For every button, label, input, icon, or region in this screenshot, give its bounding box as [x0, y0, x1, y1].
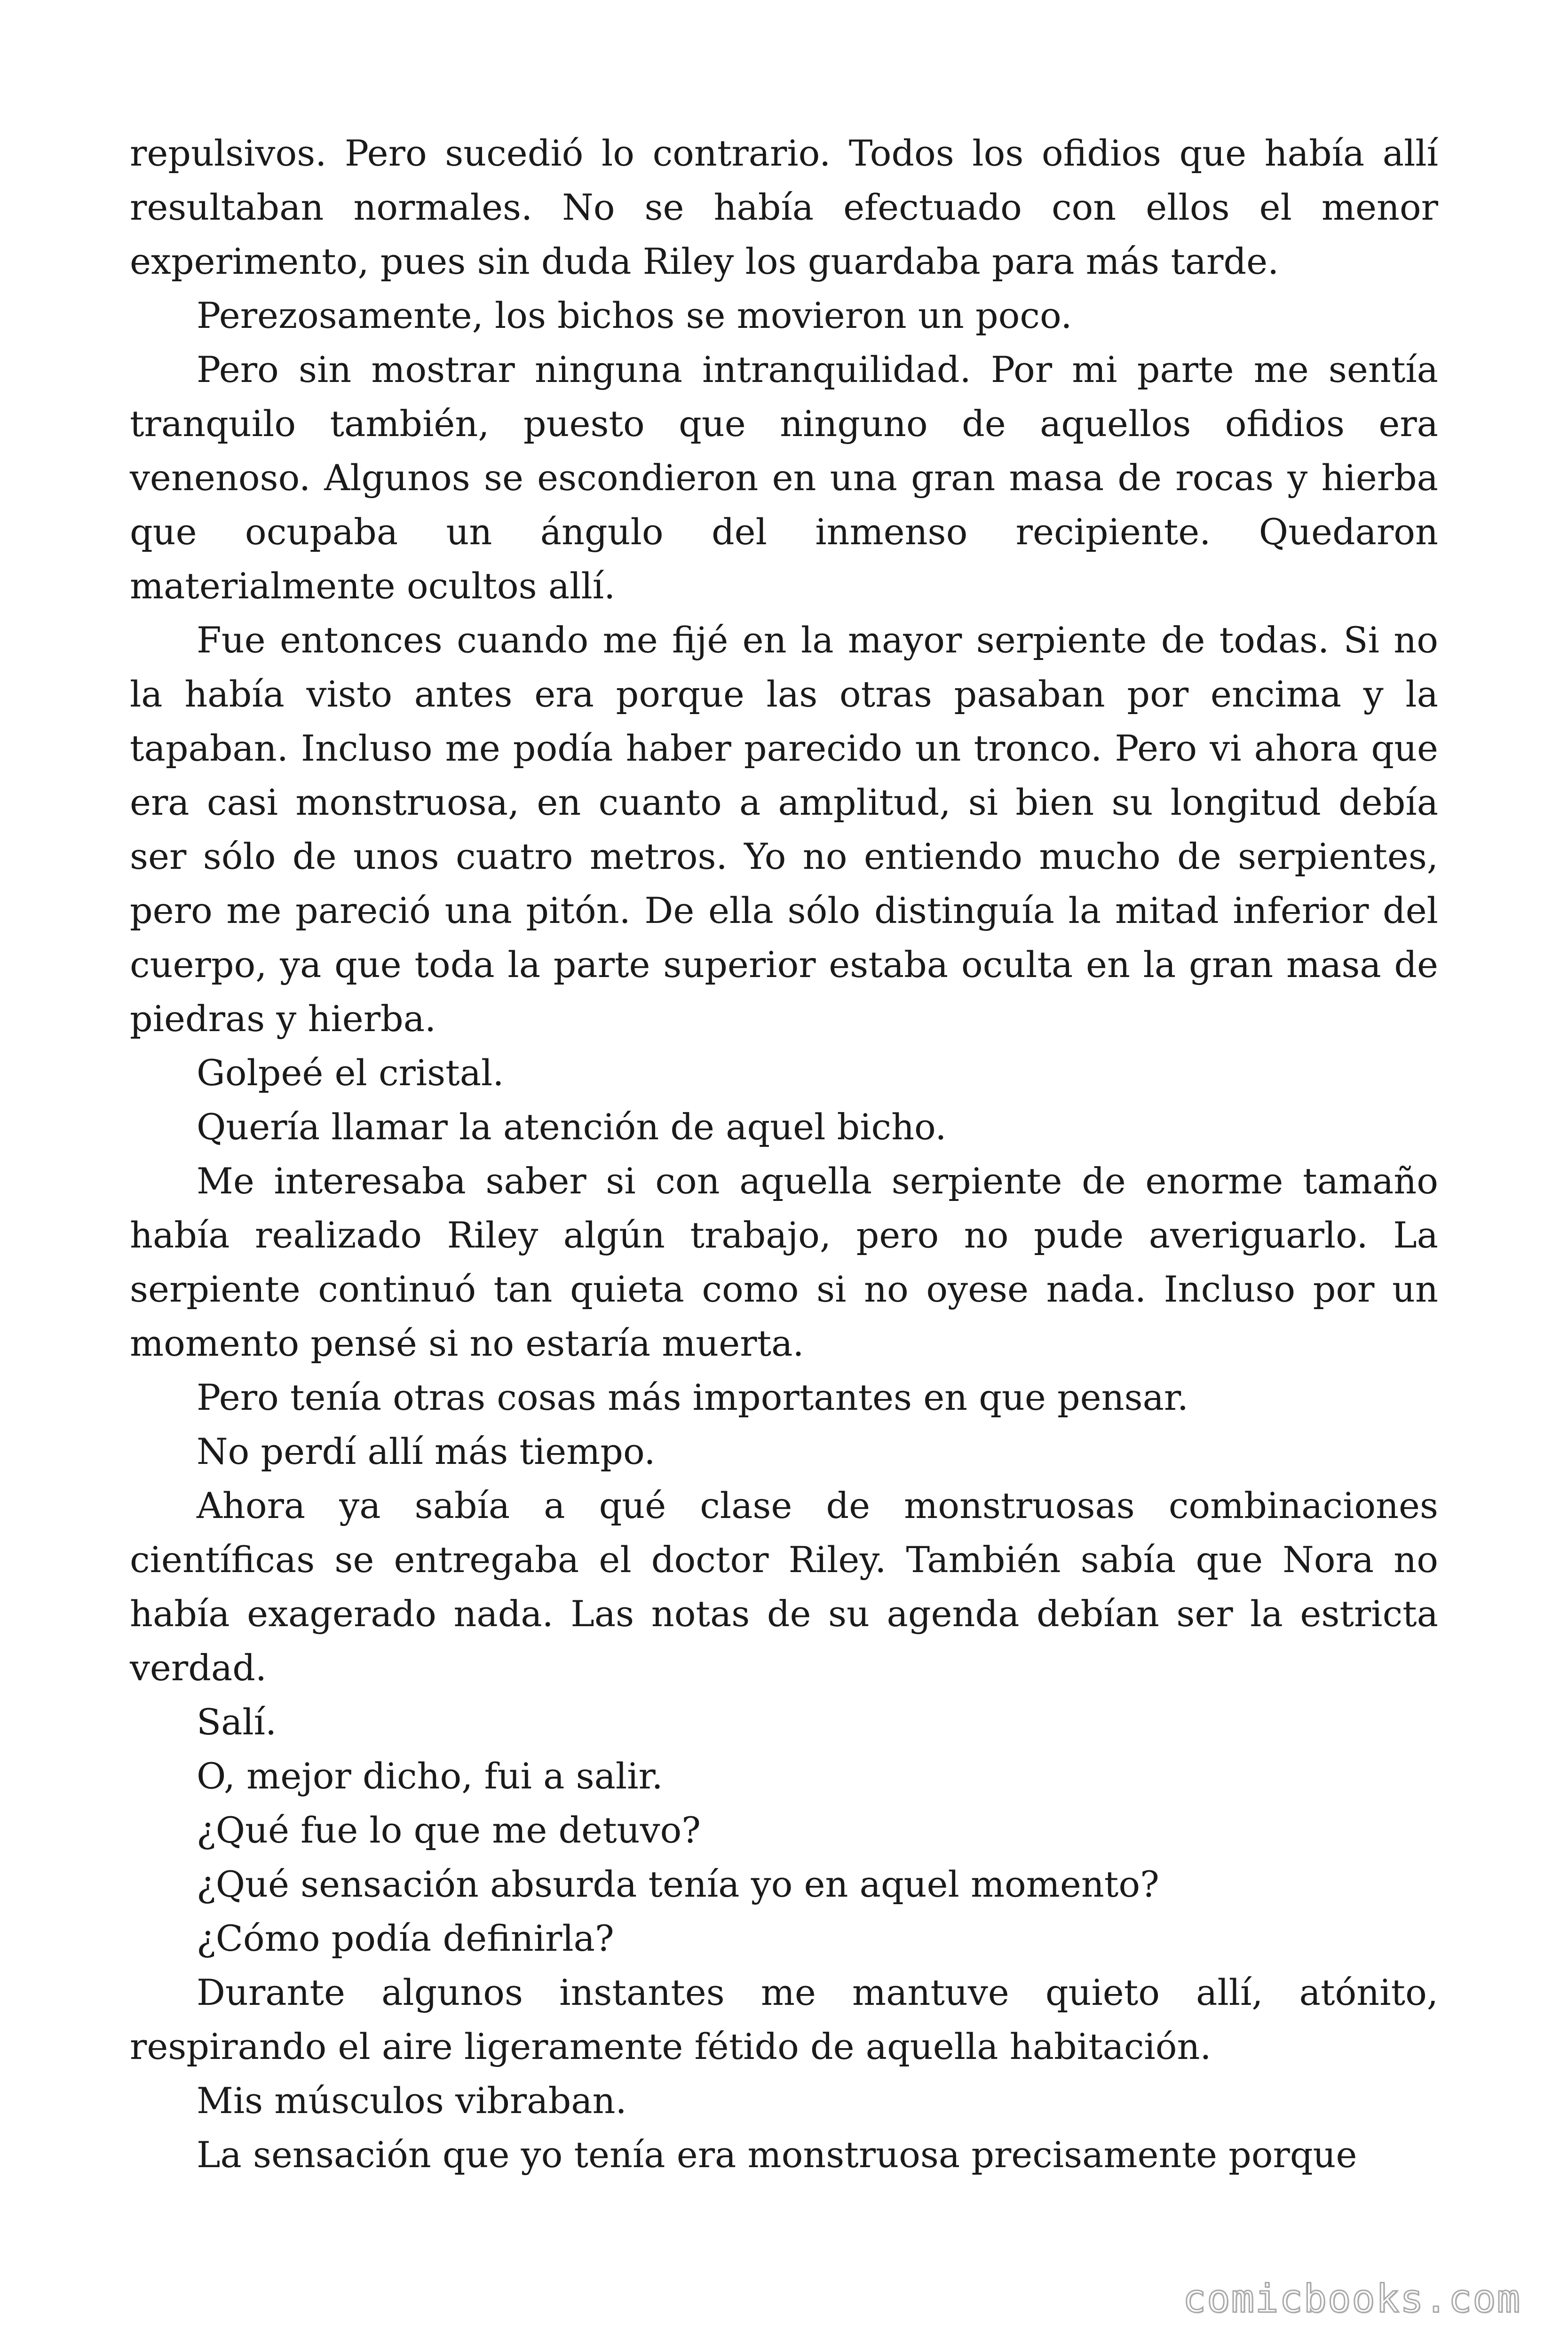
- paragraph-10: Ahora ya sabía a qué clase de monstruosas combinaciones científicas se entregaba el doctor Riley. También sabía que Nora no había exagerado nada. Las notas de su agenda debían ser la estricta verdad.: [130, 1485, 1438, 1689]
- body-text: [130, 126, 1438, 2182]
- paragraph-17: Mis músculos vibraban.: [197, 2080, 627, 2122]
- paragraph-5: Golpeé el cristal.: [197, 1052, 504, 1094]
- paragraph-4: Fue entonces cuando me fijé en la mayor serpiente de todas. Si no la había visto antes era porque las otras pasaban por encima y la tapaban. Incluso me podía haber parecido un tronco. Pero vi ahora que era casi monstruosa, en cuanto a amplitud, si bien su longitud debía ser sólo de unos cuatro metros. Yo no entiendo mucho de serpientes, pero me pareció una pitón. De ella sólo distinguía la mitad inferior del cuerpo, ya que toda la parte superior estaba oculta en la gran masa de piedras y hierba.: [130, 619, 1438, 1040]
- watermark-logo: comicbooks.com: [1182, 2277, 1521, 2321]
- paragraph-11: Salí.: [197, 1701, 277, 1743]
- paragraph-18: La sensación que yo tenía era monstruosa precisamente porque: [197, 2134, 1357, 2176]
- paragraph-9: No perdí allí más tiempo.: [197, 1430, 656, 1472]
- paragraph-8: Pero tenía otras cosas más importantes en que pensar.: [197, 1376, 1189, 1418]
- paragraph-7: Me interesaba saber si con aquella serpiente de enorme tamaño había realizado Riley algún trabajo, pero no pude averiguarlo. La serpiente continuó tan quieta como si no oyese nada. Incluso por un momento pensé si no estaría muerta.: [130, 1160, 1438, 1364]
- paragraph-14: ¿Qué sensación absurda tenía yo en aquel momento?: [197, 1863, 1159, 1905]
- paragraph-6: Quería llamar la atención de aquel bicho.: [197, 1106, 947, 1148]
- paragraph-2: Perezosamente, los bichos se movieron un poco.: [197, 294, 1072, 336]
- paragraph-3: Pero sin mostrar ninguna intranquilidad. Por mi parte me sentía tranquilo también, puesto que ninguno de aquellos ofidios era venenoso. Algunos se escondieron en una gran masa de rocas y hierba que ocupaba un ángulo del inmenso recipiente. Quedaron materialmente ocultos allí.: [130, 349, 1438, 607]
- paragraph-12: O, mejor dicho, fui a salir.: [197, 1755, 663, 1797]
- paragraph-16: Durante algunos instantes me mantuve quieto allí, atónito, respirando el aire ligeramente fétido de aquella habitación.: [130, 1971, 1438, 2067]
- paragraph-15: ¿Cómo podía definirla?: [197, 1917, 614, 1959]
- paragraph-1: repulsivos. Pero sucedió lo contrario. Todos los ofidios que había allí resultaban normales. No se había efectuado con ellos el menor experimento, pues sin duda Riley los guardaba para más tarde.: [130, 132, 1438, 282]
- paragraph-13: ¿Qué fue lo que me detuvo?: [197, 1809, 701, 1851]
